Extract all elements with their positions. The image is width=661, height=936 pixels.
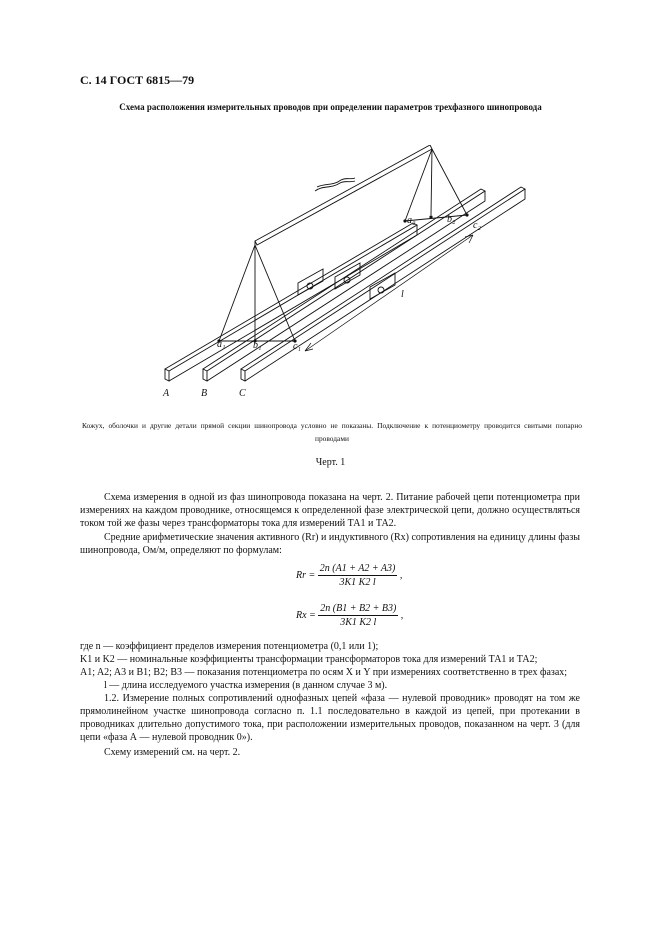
- bus-label-b: B: [201, 388, 208, 399]
- formula-rx-numerator: 2n (B1 + B2 + B3): [320, 603, 397, 614]
- definition-ab: A1; A2; A3 и B1; B2; B3 — показания потенциометра по осям X и Y при измерениях соответственно в трех фазах;: [80, 667, 568, 678]
- formula-rx-lhs: Rx =: [296, 609, 316, 621]
- point-label-c2: c₂: [473, 220, 481, 231]
- point-label-c1: c₁: [293, 341, 301, 352]
- formula-rr-denominator: 3K1 K2 l: [339, 577, 376, 588]
- bus-bar-c: [241, 187, 525, 381]
- point-label-a1: a₁: [217, 339, 226, 350]
- definition-n: где n — коэффициент пределов измерения потенциометра (0,1 или 1);: [80, 641, 379, 652]
- paragraph-scheme-ref: Схему измерений см. на черт. 2.: [104, 747, 241, 758]
- formula-rr-numerator: 2n (A1 + A2 + A3): [319, 563, 396, 574]
- bus-bar-a: [165, 223, 417, 381]
- far-connection-wires: [405, 149, 467, 221]
- formula-rx: [296, 603, 403, 628]
- busbar-diagram: [155, 145, 535, 410]
- figure-label: Черт. 1: [315, 457, 346, 468]
- point-label-b2: b₂: [447, 214, 456, 225]
- paragraph-averages: Средние арифметические значения активного (Rr) и индуктивного (Rx) сопротивления на единицу длины фазы шинопровода, Ом/м, определяют по формулам:: [80, 532, 580, 556]
- figure-caption: Кожух, оболочки и другие детали прямой секции шинопровода условно не показаны. Подключение к потенциометру проводится свитыми попарно проводами: [82, 421, 582, 443]
- page-header: С. 14 ГОСТ 6815—79: [80, 73, 195, 87]
- length-dimension: [305, 235, 473, 351]
- formula-rx-denominator: 3K1 K2 l: [340, 617, 377, 628]
- bracket-1: [298, 269, 323, 295]
- formula-rx-tail: ,: [400, 609, 404, 621]
- paragraph-1-2: 1.2. Измерение полных сопротивлений однофазных цепей «фаза — нулевой проводник» проводят на том же прямолинейном участке шинопровода согласно п. 1.1 последовательно в каждой из цепей, при протекании в проводниках длительно допустимого тока, при расположении измерительных проводов, показанном на черт. 3 (для цепи «фаза А — нулевой проводник 0»).: [80, 693, 580, 743]
- formula-rr-tail: ,: [399, 569, 403, 581]
- point-label-b1: b₁: [253, 340, 262, 351]
- figure-title: Схема расположения измерительных проводов при определении параметров трехфазного шинопровода: [119, 102, 542, 112]
- point-label-a2: a₂: [407, 215, 416, 226]
- definition-k: K1 и K2 — номинальные коэффициенты трансформации трансформаторов тока для измерений ТА1 и ТА2;: [80, 654, 538, 665]
- definition-l: l — длина исследуемого участка измерения (в данном случае 3 м).: [104, 680, 388, 691]
- measuring-wire-frame: [255, 145, 432, 245]
- near-connection-wires: [219, 245, 295, 341]
- bus-label-a: A: [163, 388, 170, 399]
- formula-rr-lhs: Rr =: [296, 569, 316, 581]
- bus-label-c: C: [239, 388, 246, 399]
- paragraph-scheme: Схема измерения в одной из фаз шинопровода показана на черт. 2. Питание рабочей цепи потенциометра при измерениях на каждом проводнике, относящемся к определенной фазе электрической цепи, должно осуществляться током той же фазы через трансформаторы тока для измерений ТА1 и ТА2.: [80, 492, 580, 529]
- length-label: l: [401, 289, 404, 300]
- formula-rr: [296, 563, 402, 588]
